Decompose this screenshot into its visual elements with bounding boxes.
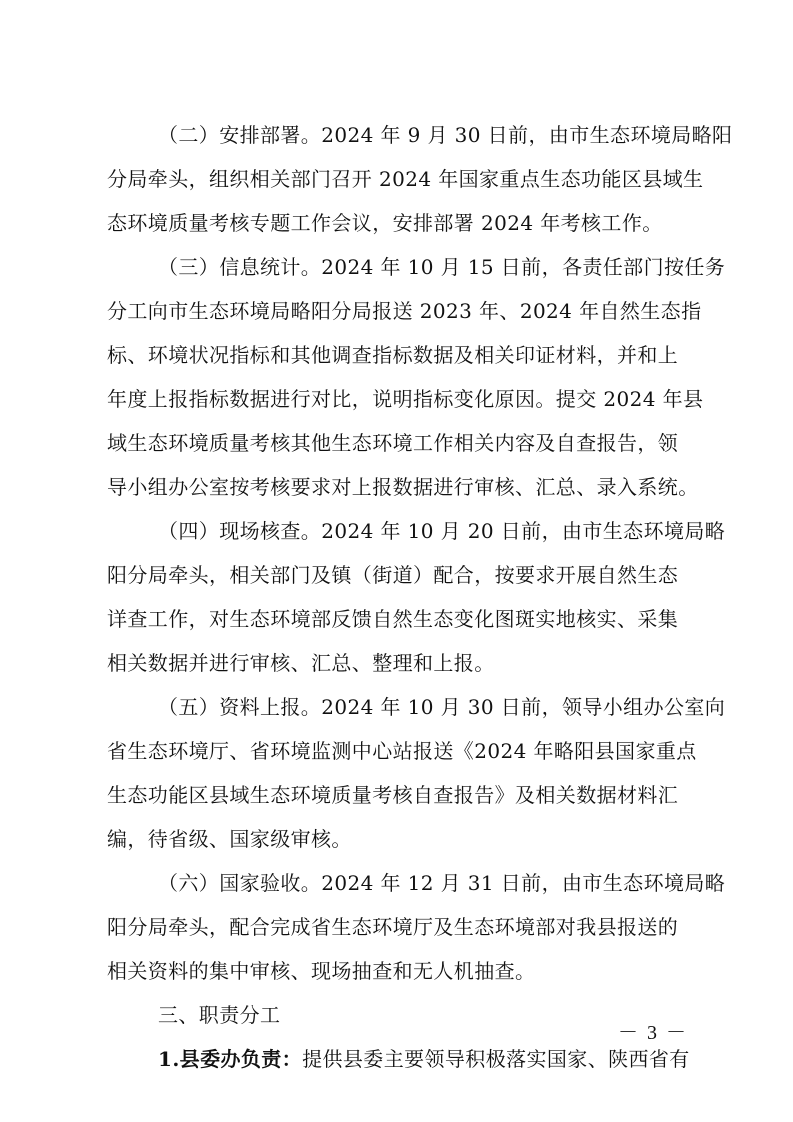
paragraph-line	[158, 1046, 793, 1072]
paragraph-line: 年度上报指标数据进行对比，说明指标变化原因。提交 2024 年县	[107, 387, 704, 411]
paragraph-line: 阳分局牵头，配合完成省生态环境厅及生态环境部对我县报送的	[107, 915, 679, 939]
paragraph-line: 生态功能区县域生态环境质量考核自查报告》及相关数据材料汇	[107, 783, 679, 807]
paragraph-line: （二）安排部署。2024 年 9 月 30 日前，由市生态环境局略阳	[158, 123, 733, 147]
paragraph-line: （六）国家验收。2024 年 12 月 31 日前，由市生态环境局略	[158, 871, 726, 895]
paragraph-line: 详查工作，对生态环境部反馈自然生态变化图斑实地核实、采集	[107, 607, 679, 631]
paragraph-line: 相关数据并进行审核、汇总、整理和上报。	[107, 651, 495, 675]
paragraph-line: 域生态环境质量考核其他生态环境工作相关内容及自查报告，领	[107, 431, 679, 455]
paragraph-line: 阳分局牵头，相关部门及镇（街道）配合，按要求开展自然生态	[107, 563, 679, 587]
paragraph-line: 分局牵头，组织相关部门召开 2024 年国家重点生态功能区县域生	[107, 167, 704, 191]
paragraph-line: 省生态环境厅、省环境监测中心站报送《2024 年略阳县国家重点	[107, 739, 697, 763]
paragraph-line: 标、环境状况指标和其他调查指标数据及相关印证材料，并和上	[107, 343, 679, 367]
paragraph-line: 分工向市生态环境局略阳分局报送 2023 年、2024 年自然生态指	[107, 299, 702, 323]
paragraph-line: 相关资料的集中审核、现场抽查和无人机抽查。	[107, 959, 536, 983]
paragraph-line: 态环境质量考核专题工作会议，安排部署 2024 年考核工作。	[107, 211, 663, 235]
section-heading: 三、职责分工	[158, 1003, 281, 1027]
paragraph-line: （五）资料上报。2024 年 10 月 30 日前，领导小组办公室向	[158, 695, 726, 719]
paragraph-line: （四）现场核查。2024 年 10 月 20 日前，由市生态环境局略	[158, 519, 726, 543]
page-number: － 3 －	[618, 1022, 688, 1044]
paragraph-line: 编，待省级、国家级审核。	[107, 827, 352, 851]
paragraph-line: 导小组办公室按考核要求对上报数据进行审核、汇总、录入系统。	[107, 475, 699, 499]
paragraph-line: （三）信息统计。2024 年 10 月 15 日前，各责任部门按任务	[158, 255, 726, 279]
item-text: 提供县委主要领导积极落实国家、陕西省有	[302, 1047, 690, 1071]
item-heading: 1.县委办负责：	[158, 1047, 303, 1071]
